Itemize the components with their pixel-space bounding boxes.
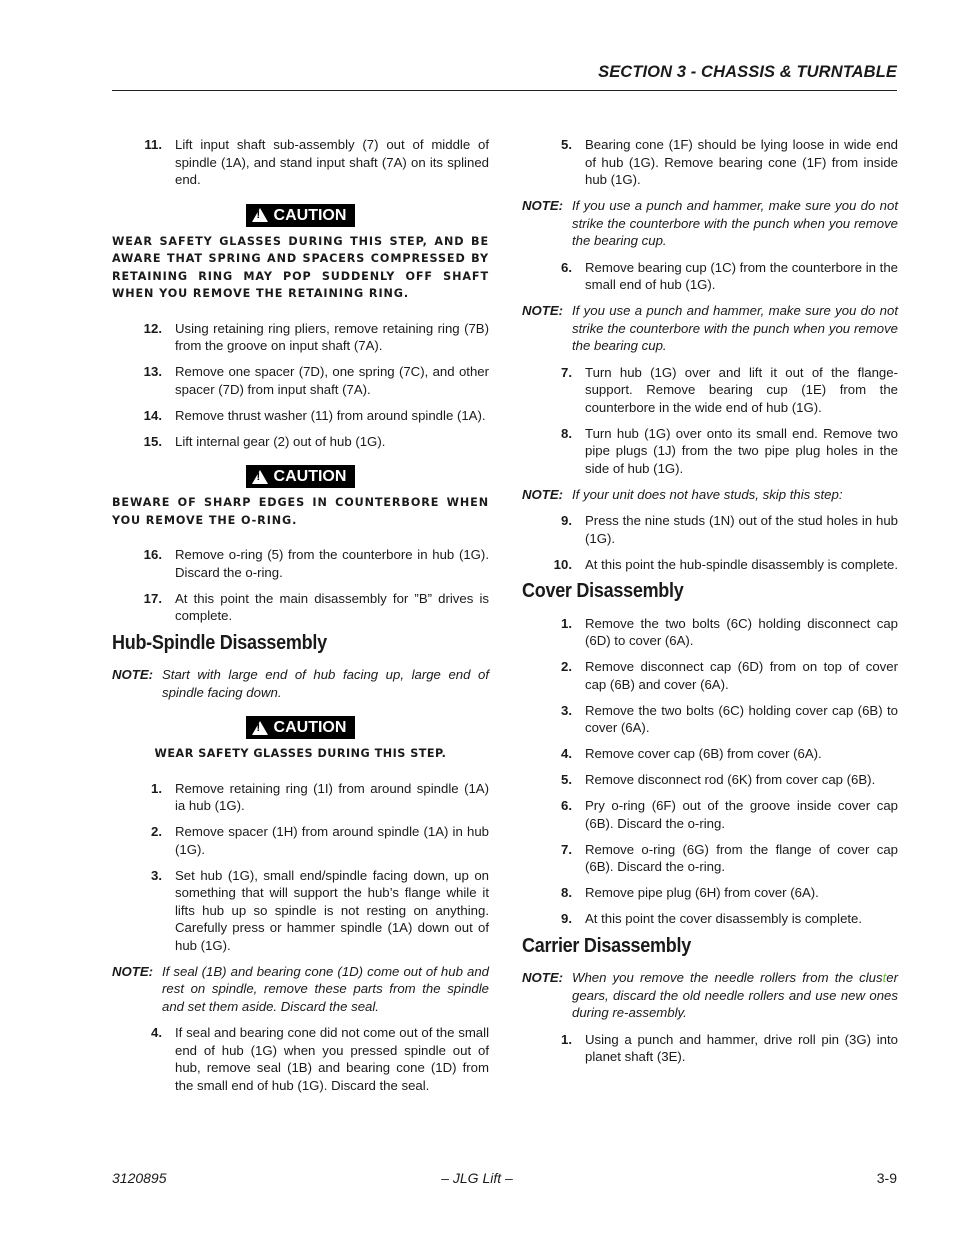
step-number: 1.	[561, 1031, 572, 1047]
steps-group	[522, 136, 898, 189]
step-text: At this point the hub-spindle disassembly is complete.	[585, 556, 898, 572]
step-text: Remove disconnect cap (6D) from on top of cover cap (6B) and cover (6A).	[585, 659, 898, 692]
caution-text-1: WEAR SAFETY GLASSES DURING THIS STEP, AND BE AWARE THAT SPRING AND SPACERS COMPRESSED BY RETAINING RING MAY POP SUDDENLY OFF SHAFT WHEN YOU REMOVE THE RETAINING RING.	[112, 234, 489, 300]
step-text: At this point the cover disassembly is complete.	[585, 911, 863, 926]
step-item	[112, 546, 489, 581]
step-number: 8.	[561, 425, 572, 441]
warning-triangle-icon	[252, 208, 268, 222]
steps-group	[112, 320, 489, 451]
step-number: 9.	[561, 911, 572, 926]
step-text: Remove spacer (1H) from around spindle (1A) in hub (1G).	[175, 824, 489, 857]
step-number: 6.	[561, 259, 572, 275]
step-text: Remove o-ring (6G) from the flange of cover cap (6B). Discard the o-ring.	[585, 841, 898, 874]
step-item	[522, 702, 898, 737]
step-item	[522, 745, 898, 763]
step-text: Set hub (1G), small end/spindle facing down, up on something that will support the hub’s flange while it lifts hub up so spindle is not resting on anything. Carefully press or hammer spindle (1A) down out of hub (1G).	[175, 867, 489, 953]
step-number: 5.	[561, 772, 572, 787]
step-number: 4.	[561, 746, 572, 761]
step-text: Remove the two bolts (6C) holding disconnect cap (6D) to cover (6A).	[585, 615, 898, 648]
step-item	[522, 910, 898, 928]
step-item	[522, 658, 898, 693]
step-number: 10.	[553, 556, 572, 572]
steps-group	[522, 1031, 898, 1066]
step-item	[522, 512, 898, 547]
step-number: 5.	[561, 137, 572, 152]
step-item	[522, 425, 898, 478]
step-text: Bearing cone (1F) should be lying loose in wide end of hub (1G). Remove bearing cone (1F) from inside hub (1G).	[585, 137, 898, 187]
step-number: 1.	[561, 615, 572, 631]
note: NOTE: If your unit does not have studs, skip this step:	[522, 486, 843, 502]
step-number: 1.	[151, 780, 162, 796]
step-item	[522, 797, 898, 832]
step-item	[522, 136, 898, 189]
warning-triangle-icon	[252, 470, 268, 484]
step-item	[112, 1024, 489, 1094]
step-number: 3.	[151, 867, 162, 883]
step-number: 15.	[143, 433, 162, 449]
step-item	[112, 590, 489, 625]
step-text: Remove o-ring (5) from the counterbore in hub (1G). Discard the o-ring.	[175, 547, 489, 580]
heading-carrier-disassembly: Carrier Disassembly	[522, 934, 691, 957]
steps-group	[112, 1024, 489, 1094]
step-text: At this point the main disassembly for ”B” drives is complete.	[175, 590, 489, 623]
step-number: 16.	[143, 547, 162, 562]
step-number: 12.	[143, 320, 162, 336]
note: NOTE: If you use a punch and hammer, make sure you do not strike the counterbore with the punch when you remove the bearing cup.	[522, 303, 898, 353]
step-item	[112, 363, 489, 398]
step-item	[522, 771, 898, 789]
caution-text-2: BEWARE OF SHARP EDGES IN COUNTERBORE WHEN YOU REMOVE THE O-RING.	[112, 496, 489, 527]
step-number: 13.	[143, 364, 162, 379]
steps-group	[522, 364, 898, 478]
caution-text-3: WEAR SAFETY GLASSES DURING THIS STEP.	[154, 747, 447, 760]
note: NOTE: If seal (1B) and bearing cone (1D) come out of hub and rest on spindle, remove these parts from the spindle and set them aside. Discard the seal.	[112, 963, 489, 1014]
step-text: Remove disconnect rod (6K) from cover cap (6B).	[585, 772, 876, 787]
step-text: Pry o-ring (6F) out of the groove inside cover cap (6B). Discard the o-ring.	[585, 798, 898, 831]
steps-group	[112, 780, 489, 955]
step-text: Remove bearing cup (1C) from the counterbore in the small end of hub (1G).	[585, 259, 898, 292]
steps-group	[522, 259, 898, 294]
step-text: Turn hub (1G) over and lift it out of the flange-support. Remove bearing cup (1E) from the counterbore in the wide end of hub (1G).	[585, 364, 898, 415]
step-item	[522, 259, 898, 294]
right-column	[522, 136, 898, 1074]
warning-triangle-icon	[252, 721, 268, 735]
footer-company: – JLG Lift –	[441, 1170, 513, 1186]
step-number: 9.	[561, 513, 572, 528]
step-text: Remove one spacer (7D), one spring (7C), and other spacer (7D) from input shaft (7A).	[175, 364, 489, 397]
step-number: 2.	[151, 824, 162, 839]
step-item	[112, 407, 489, 425]
caution-badge-2: ! CAUTION	[112, 465, 489, 488]
steps-group	[112, 136, 489, 189]
step-text: Press the nine studs (1N) out of the stud holes in hub (1G).	[585, 513, 898, 546]
caution-badge-1: ! CAUTION	[112, 204, 489, 227]
step-item	[112, 320, 489, 355]
step-text: Lift internal gear (2) out of hub (1G).	[175, 433, 386, 449]
steps-group	[112, 546, 489, 625]
step-text: Remove thrust washer (11) from around spindle (1A).	[175, 407, 486, 423]
step-number: 7.	[561, 364, 572, 380]
step-item	[522, 841, 898, 876]
step-number: 14.	[143, 407, 162, 423]
caution-badge-3: ! CAUTION	[112, 716, 489, 739]
note: NOTE: Start with large end of hub facing up, large end of spindle facing down.	[112, 667, 489, 700]
step-item	[112, 867, 489, 955]
step-text: Remove cover cap (6B) from cover (6A).	[585, 746, 822, 761]
footer-page-number: 3-9	[876, 1170, 897, 1186]
left-column	[112, 136, 489, 1103]
step-text: Remove the two bolts (6C) holding cover cap (6B) to cover (6A).	[585, 702, 898, 735]
step-item	[112, 780, 489, 815]
step-text: Lift input shaft sub-assembly (7) out of middle of spindle (1A), and stand input shaft (7A) on its splined end.	[175, 137, 489, 187]
step-number: 4.	[151, 1025, 162, 1040]
section-title: SECTION 3 - CHASSIS & TURNTABLE	[598, 63, 897, 81]
heading-hub-spindle: Hub-Spindle Disassembly	[112, 631, 327, 654]
step-number: 11.	[144, 137, 162, 152]
steps-group	[522, 512, 898, 573]
step-item	[112, 433, 489, 451]
step-item	[522, 556, 898, 574]
step-number: 7.	[561, 841, 572, 857]
note: NOTE: When you remove the needle rollers from the cluster gears, discard the old needle rollers and use new ones during re-assembly.	[522, 970, 898, 1020]
step-number: 3.	[561, 702, 572, 718]
step-item	[522, 364, 898, 417]
step-text: If seal and bearing cone did not come out of the small end of hub (1G) when you pressed spindle out of hub, remove seal (1B) and bearing cone (1D) from the small end of hub (1G). Discard the seal.	[175, 1025, 489, 1093]
step-item	[112, 823, 489, 858]
step-item	[522, 884, 898, 902]
step-number: 2.	[561, 659, 572, 674]
note: NOTE: If you use a punch and hammer, make sure you do not strike the counterbore with the punch when you remove the bearing cup.	[522, 198, 898, 248]
header-rule	[112, 90, 897, 91]
steps-group	[522, 615, 898, 928]
step-number: 17.	[143, 590, 162, 606]
footer-doc-number: 3120895	[112, 1170, 167, 1186]
step-item	[522, 1031, 898, 1066]
step-text: Using retaining ring pliers, remove retaining ring (7B) from the groove on input shaft (7A).	[175, 320, 489, 353]
step-text: Remove pipe plug (6H) from cover (6A).	[585, 885, 819, 900]
step-item	[112, 136, 489, 189]
step-number: 8.	[561, 885, 572, 900]
heading-cover-disassembly: Cover Disassembly	[522, 580, 684, 602]
step-text: Using a punch and hammer, drive roll pin (3G) into planet shaft (3E).	[585, 1031, 898, 1064]
step-text: Remove retaining ring (1I) from around spindle (1A) ia hub (1G).	[175, 780, 489, 813]
step-number: 6.	[561, 798, 572, 813]
step-text: Turn hub (1G) over onto its small end. Remove two pipe plugs (1J) from the two pipe plug holes in the side of hub (1G).	[585, 425, 898, 476]
step-item	[522, 615, 898, 650]
